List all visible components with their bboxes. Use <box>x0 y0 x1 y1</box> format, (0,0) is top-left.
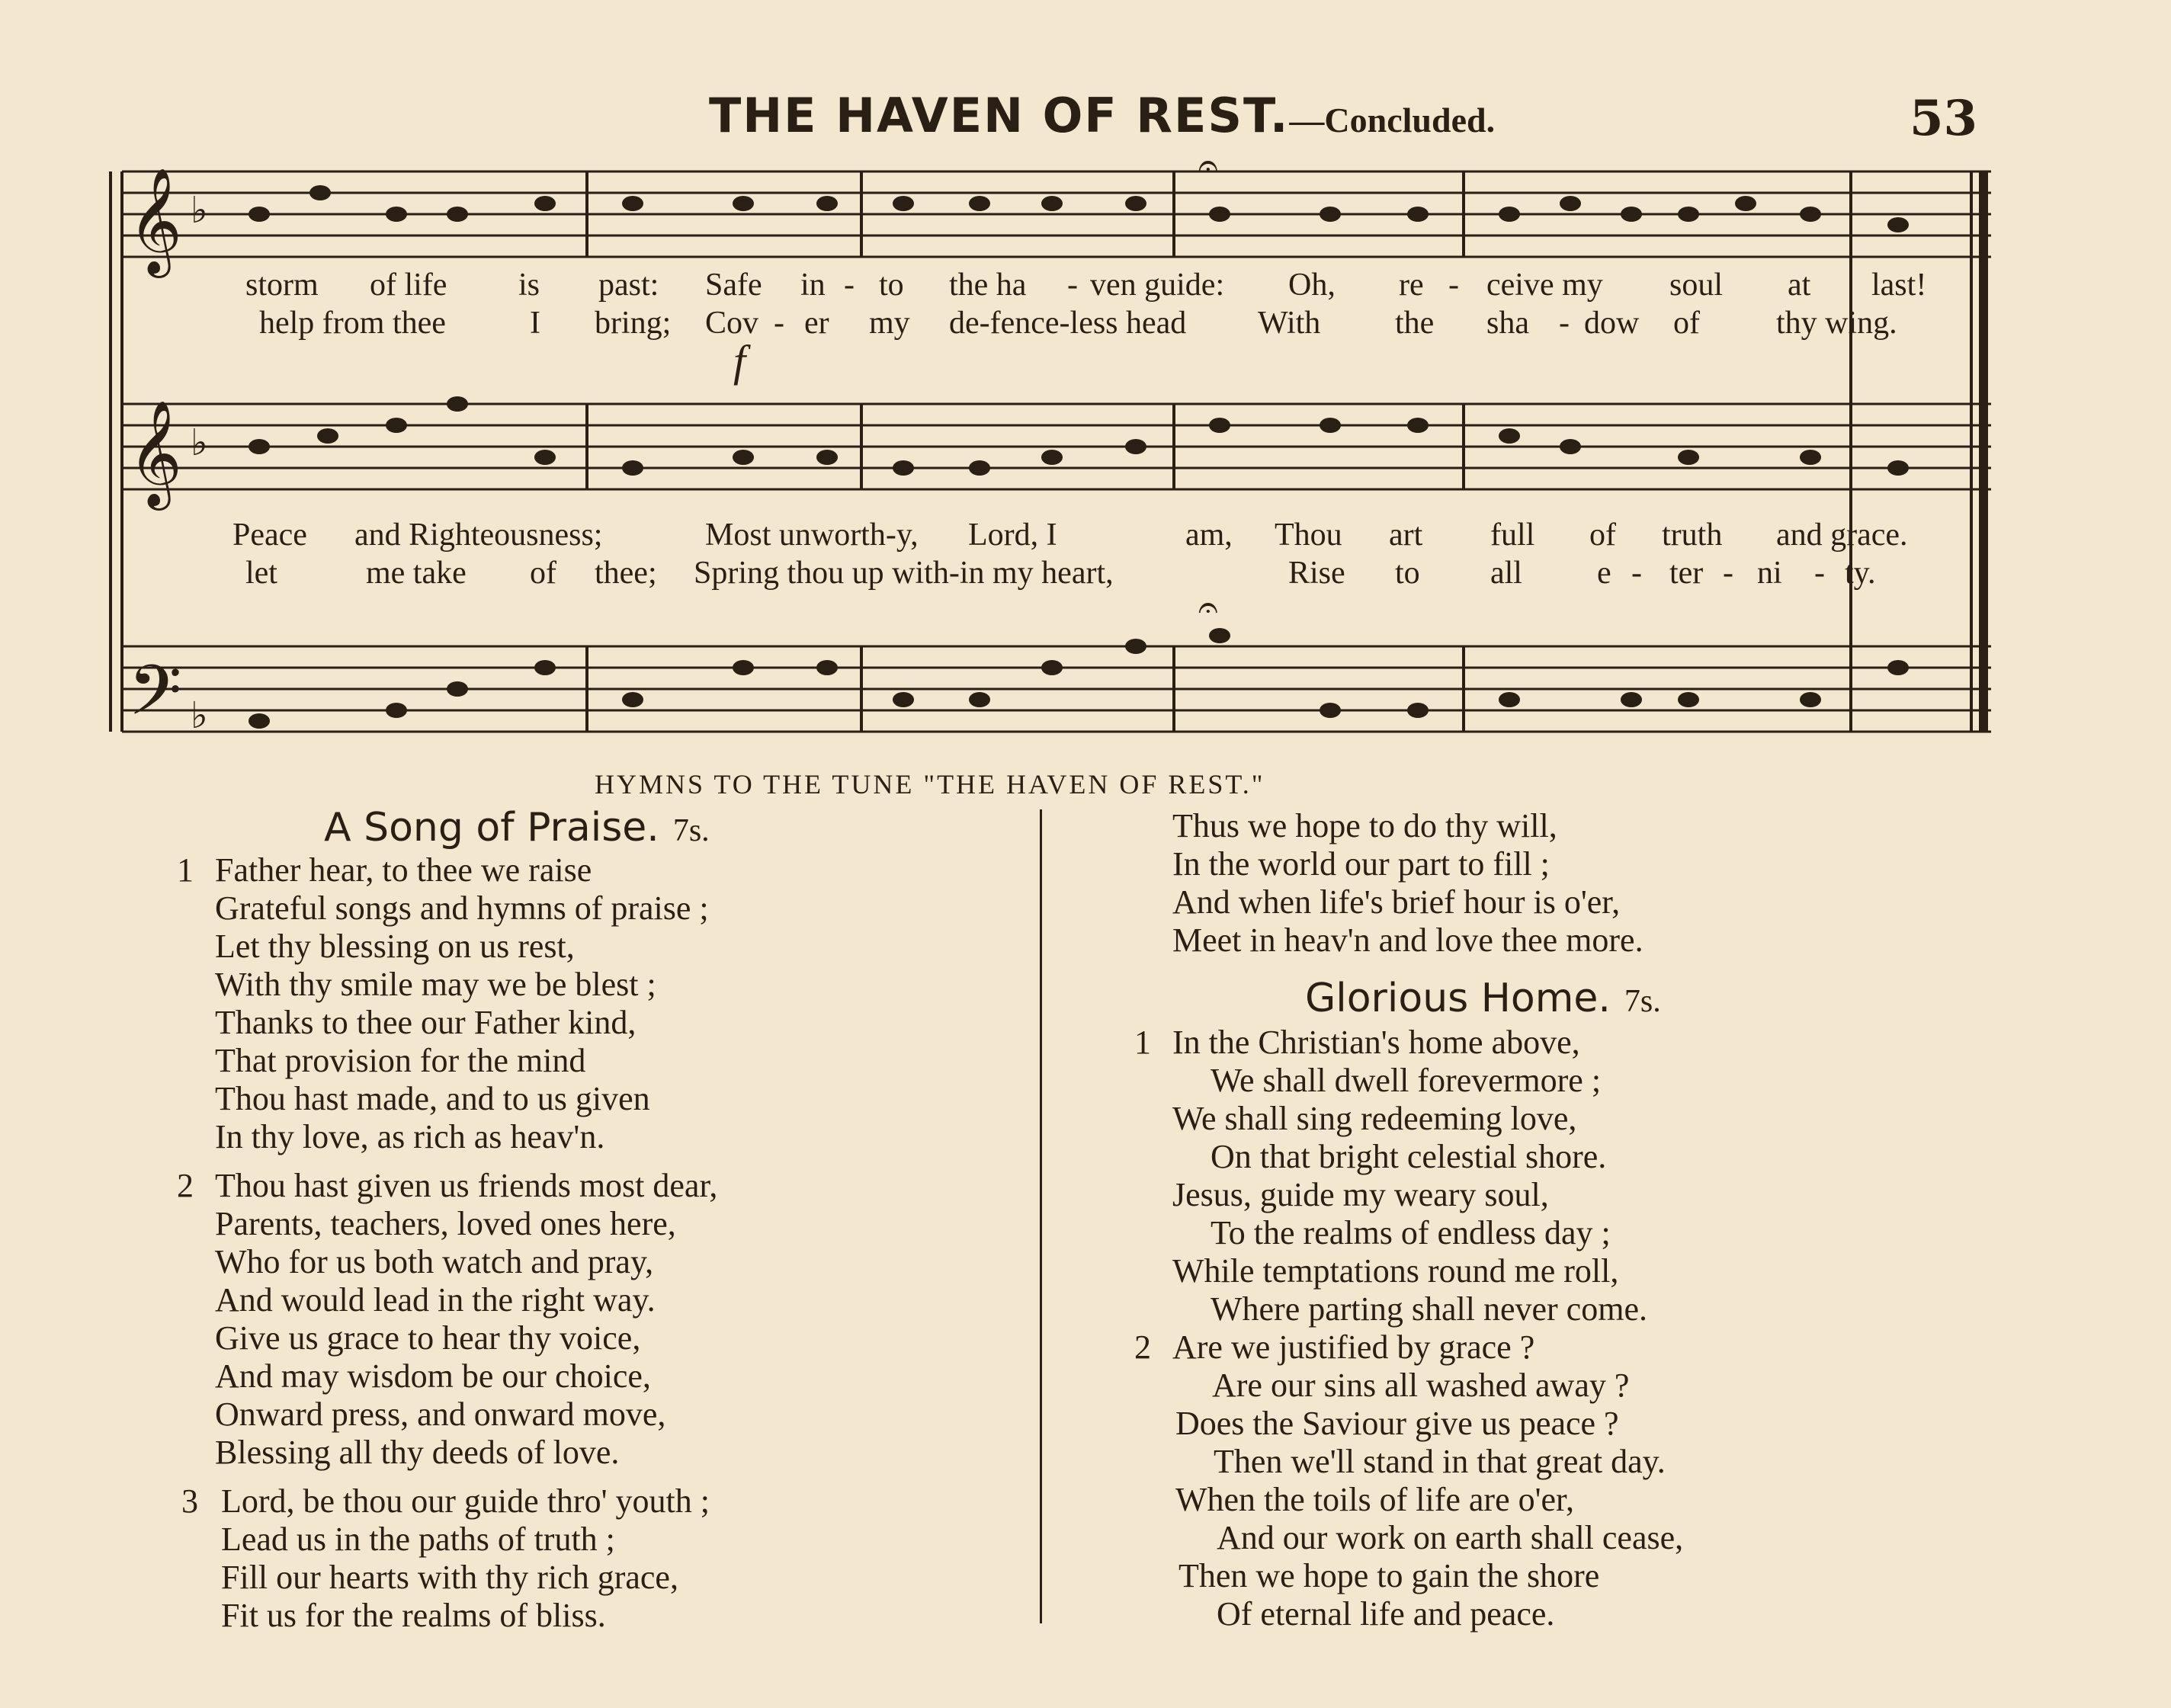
verse-number: 1 <box>177 851 194 889</box>
verse-number: 2 <box>1134 1328 1151 1366</box>
verse-line: Lead us in the paths of truth ; <box>221 1521 615 1558</box>
lyric-syllable: - <box>1448 268 1459 303</box>
verse-line: While temptations round me roll, <box>1172 1252 1619 1290</box>
lyric-syllable: am, <box>1185 518 1233 553</box>
verse-line: Thanks to thee our Father kind, <box>215 1004 637 1041</box>
lyric-syllable: de-fence-less head <box>949 306 1187 341</box>
lyric-syllable: re <box>1399 268 1424 303</box>
verse-line: Let thy blessing on us rest, <box>215 928 575 965</box>
lyric-syllable: dow <box>1584 306 1640 341</box>
staff-bass <box>122 646 1991 732</box>
lyric-syllable: the ha <box>949 268 1027 303</box>
lyric-syllable: er <box>804 306 829 341</box>
hymn-title-text: A Song of Praise. <box>324 805 659 851</box>
lyric-syllable: thee; <box>595 556 657 591</box>
lyric-syllable: Thou <box>1275 518 1342 553</box>
treble-clef-icon: 𝄞 <box>128 400 182 506</box>
hymn-title-text: Glorious Home. <box>1305 976 1611 1021</box>
verse-line: Are we justified by grace ? <box>1172 1328 1535 1366</box>
lyric-syllable: and grace. <box>1776 518 1908 553</box>
lyric-syllable: Peace <box>232 518 307 553</box>
verse-line: Fit us for the realms of bliss. <box>221 1597 606 1634</box>
verse-line: Where parting shall never come. <box>1211 1290 1647 1328</box>
hymn-title-song-of-praise <box>324 805 710 851</box>
flat-icon: ♭ <box>191 189 208 232</box>
verse-line: In thy love, as rich as heav'n. <box>215 1118 605 1155</box>
fermata-icon: 𝄐 <box>1198 586 1218 627</box>
verse-line: When the toils of life are o'er, <box>1175 1481 1574 1518</box>
lyric-syllable: soul <box>1669 268 1724 303</box>
verse-line: Blessing all thy deeds of love. <box>215 1434 620 1471</box>
verse-line: And may wisdom be our choice, <box>215 1357 651 1395</box>
lyric-syllable: to <box>879 268 904 303</box>
hymn-meter: 7s. <box>1624 984 1661 1019</box>
verse-line: Meet in heav'n and love thee more. <box>1172 921 1643 959</box>
lyric-syllable: ter <box>1669 556 1704 591</box>
lyric-syllable: - <box>774 306 784 341</box>
lyric-syllable: - <box>1631 556 1642 591</box>
staff-system2-treble <box>122 404 1991 489</box>
hymn-meter: 7s. <box>672 813 710 848</box>
lyric-syllable: thy wing. <box>1776 306 1897 341</box>
title-concluded: —Concluded. <box>1289 101 1496 139</box>
verse-line: That provision for the mind <box>215 1042 586 1079</box>
lyric-syllable: Rise <box>1288 556 1345 591</box>
column-divider <box>1040 809 1042 1623</box>
lyric-syllable: last! <box>1871 268 1927 303</box>
lyric-syllable: Spring thou up with-in my heart, <box>694 556 1114 591</box>
verse-line: Fill our hearts with thy rich grace, <box>221 1559 678 1596</box>
lyric-syllable: in <box>800 268 826 303</box>
verse-line: Thus we hope to do thy will, <box>1172 807 1557 844</box>
verse-line: Of eternal life and peace. <box>1217 1595 1555 1633</box>
flat-icon: ♭ <box>191 421 208 464</box>
verse-line: Parents, teachers, loved ones here, <box>215 1205 676 1242</box>
verse-line: On that bright celestial shore. <box>1211 1138 1607 1175</box>
verse-line: Are our sins all washed away ? <box>1212 1367 1630 1404</box>
lyric-syllable: truth <box>1662 518 1723 553</box>
lyric-syllable: - <box>1723 556 1733 591</box>
verse-line: And our work on earth shall cease, <box>1217 1519 1684 1556</box>
lyric-syllable: to <box>1395 556 1420 591</box>
lyric-syllable: I <box>530 306 540 341</box>
verse-line: Does the Saviour give us peace ? <box>1175 1405 1619 1442</box>
lyric-syllable: Safe <box>705 268 762 303</box>
verse-line: Give us grace to hear thy voice, <box>215 1319 641 1357</box>
lyric-syllable: - <box>1067 268 1078 303</box>
verse-line: In the Christian's home above, <box>1172 1024 1580 1061</box>
verse-line: Then we'll stand in that great day. <box>1214 1443 1666 1480</box>
verse-number: 2 <box>177 1167 194 1204</box>
hymns-heading: HYMNS TO THE TUNE "THE HAVEN OF REST." <box>595 769 1265 800</box>
lyric-syllable: of life <box>370 268 447 303</box>
verse-line: In the world our part to fill ; <box>1172 845 1550 883</box>
verse-line: Father hear, to thee we raise <box>215 851 592 889</box>
page-number: 53 <box>1910 90 1978 147</box>
verse-line: Thou hast given us friends most dear, <box>215 1167 718 1204</box>
lyric-syllable: me take <box>366 556 467 591</box>
lyric-syllable: at <box>1788 268 1811 303</box>
verse-line: We shall sing redeeming love, <box>1172 1100 1577 1137</box>
flat-icon: ♭ <box>191 694 208 737</box>
verse-line: We shall dwell forevermore ; <box>1211 1062 1602 1099</box>
verse-line: Lord, be thou our guide thro' youth ; <box>221 1482 710 1520</box>
lyric-syllable: Lord, I <box>968 518 1057 553</box>
lyric-syllable: ceive my <box>1486 268 1603 303</box>
fermata-icon: 𝄐 <box>1198 144 1218 185</box>
lyric-syllable: - <box>1559 306 1570 341</box>
verse-number: 1 <box>1134 1024 1151 1061</box>
bass-clef-icon: 𝄢 <box>128 650 182 748</box>
hymn-title-glorious-home <box>1305 976 1661 1021</box>
verse-line: And would lead in the right way. <box>215 1281 656 1319</box>
verse-line: Onward press, and onward move, <box>215 1396 666 1433</box>
lyric-syllable: my <box>869 306 910 341</box>
lyric-syllable: storm <box>245 268 319 303</box>
lyric-syllable: let <box>245 556 277 591</box>
verse-line: And when life's brief hour is o'er, <box>1172 883 1621 921</box>
lyric-syllable: and Righteousness; <box>354 518 603 553</box>
music-score <box>0 0 2171 762</box>
lyric-syllable: full <box>1490 518 1535 553</box>
verse-line: Thou hast made, and to us given <box>215 1080 650 1117</box>
lyric-syllable: ni <box>1757 556 1782 591</box>
verse-line: Grateful songs and hymns of praise ; <box>215 889 709 927</box>
lyric-syllable: bring; <box>595 306 672 341</box>
lyric-syllable: of <box>1673 306 1700 341</box>
title-main: THE HAVEN OF REST. <box>709 88 1290 143</box>
verse-line: Then we hope to gain the shore <box>1178 1557 1600 1594</box>
lyric-syllable: of <box>1589 518 1616 553</box>
verse-line: To the realms of endless day ; <box>1211 1214 1611 1251</box>
lyric-syllable: ven guide: <box>1090 268 1225 303</box>
lyric-syllable: past: <box>598 268 659 303</box>
lyric-syllable: - <box>844 268 855 303</box>
verse-line: Jesus, guide my weary soul, <box>1172 1176 1549 1213</box>
lyric-syllable: help from thee <box>259 306 446 341</box>
lyric-syllable: Oh, <box>1288 268 1336 303</box>
lyric-syllable: - <box>1814 556 1825 591</box>
lyric-syllable: Most unworth-y, <box>705 518 919 553</box>
dynamic-forte: f <box>733 336 746 386</box>
lyric-syllable: Cov <box>705 306 759 341</box>
lyric-syllable: ty. <box>1845 556 1876 591</box>
treble-clef-icon: 𝄞 <box>128 168 182 274</box>
lyric-syllable: sha <box>1486 306 1529 341</box>
lyric-syllable: With <box>1258 306 1321 341</box>
lyric-syllable: e <box>1597 556 1611 591</box>
lyric-syllable: art <box>1389 518 1423 553</box>
lyric-syllable: the <box>1395 306 1435 341</box>
lyric-syllable: of <box>530 556 556 591</box>
verse-line: With thy smile may we be blest ; <box>215 966 656 1003</box>
verse-line: Who for us both watch and pray, <box>215 1243 654 1280</box>
lyric-syllable: is <box>518 268 540 303</box>
verse-number: 3 <box>181 1482 198 1520</box>
lyric-syllable: all <box>1490 556 1522 591</box>
